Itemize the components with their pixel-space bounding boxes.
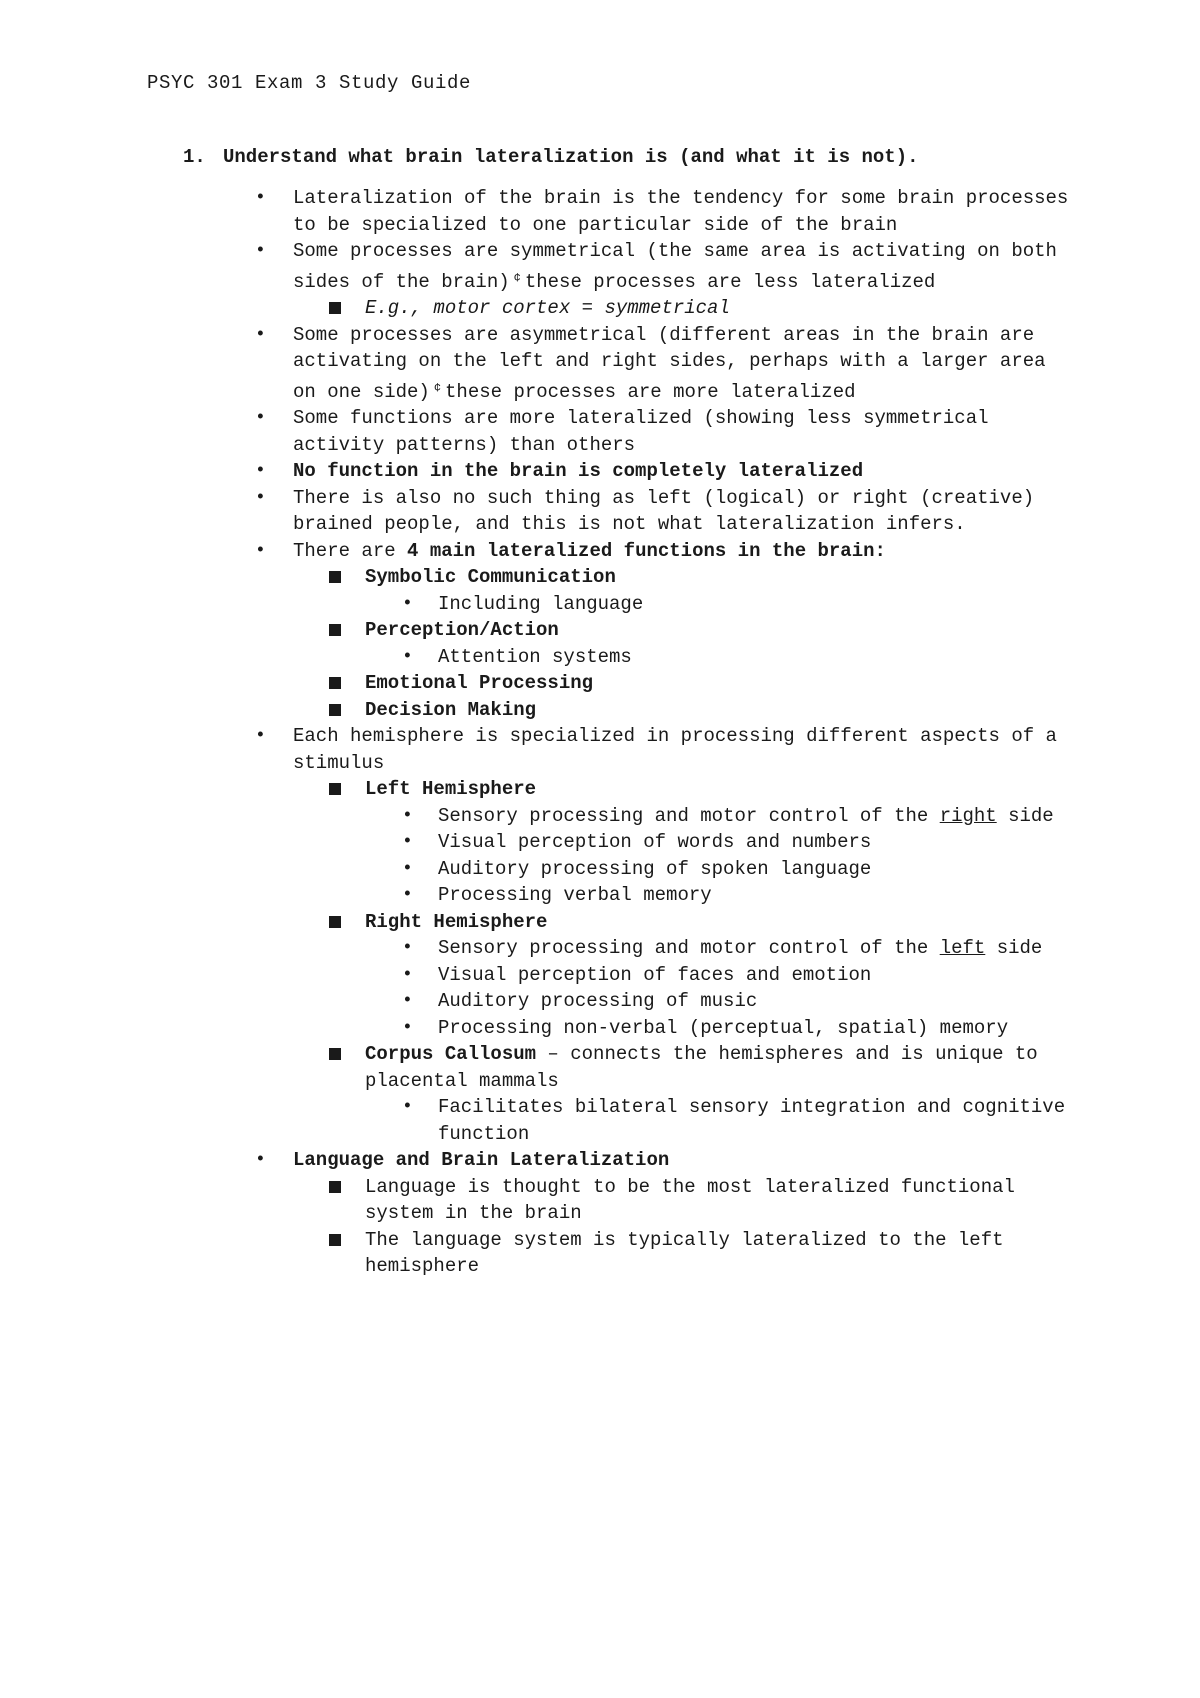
- item-text: Left Hemisphere: [365, 778, 537, 800]
- item-text: Some functions are more lateralized (showing less symmetrical activity patterns) than others: [293, 407, 989, 456]
- list-item: [0, 1094, 1200, 1147]
- square-bullet-icon: [329, 783, 341, 795]
- bullet-icon: •: [255, 408, 266, 428]
- list-item: [0, 591, 1200, 618]
- list-item: [0, 935, 1200, 962]
- item-text: side: [996, 804, 1054, 827]
- item-text: – connects the hemispheres and is unique to placental mammals: [365, 1043, 1038, 1092]
- item-text: Attention systems: [438, 645, 632, 668]
- bullet-icon: •: [255, 324, 266, 345]
- item-text: Perception/Action: [365, 619, 559, 641]
- list-item: [0, 617, 1200, 644]
- bullet-icon: •: [402, 964, 413, 985]
- list-item: [0, 458, 1200, 485]
- list-item: [0, 644, 1200, 671]
- item-text: Auditory processing of spoken language: [438, 857, 872, 880]
- item-text: Each hemisphere is specialized in processing different aspects of a stimulus: [293, 725, 1057, 774]
- square-bullet-icon: [329, 916, 341, 928]
- list-item: [0, 238, 1200, 295]
- item-text: Visual perception of words and numbers: [438, 831, 872, 853]
- item-text: There are: [293, 539, 408, 562]
- arrow-icon: ¢: [513, 270, 521, 285]
- bullet-icon: •: [402, 646, 413, 667]
- list-item: [0, 322, 1200, 406]
- bullet-icon: •: [255, 461, 266, 481]
- square-bullet-icon: [329, 704, 341, 716]
- item-text: Some processes are asymmetrical (different areas in the brain are activating on the left and right sides, perhaps with a larger area on one side): [293, 323, 1046, 403]
- section-number: 1.: [183, 146, 206, 168]
- bullet-icon: •: [402, 885, 413, 905]
- bullet-icon: •: [255, 188, 266, 208]
- list-item: [0, 803, 1200, 830]
- item-text: Including language: [438, 592, 644, 615]
- item-text: left: [939, 937, 986, 959]
- bullet-icon: •: [255, 487, 266, 508]
- list-item: [0, 564, 1200, 591]
- item-text: these processes are more lateralized: [445, 380, 856, 403]
- item-text: Symbolic Communication: [365, 566, 616, 588]
- square-bullet-icon: [329, 571, 341, 583]
- square-bullet-icon: [329, 624, 341, 636]
- item-text: Language is thought to be the most lateralized functional system in the brain: [365, 1175, 1015, 1224]
- list-item: [0, 1174, 1200, 1227]
- item-text: Right Hemisphere: [365, 910, 548, 933]
- square-bullet-icon: [329, 302, 341, 314]
- item-text: Some processes are symmetrical (the same area is activating on both sides of the brain): [293, 240, 1057, 293]
- square-bullet-icon: [329, 1181, 341, 1193]
- list-item: [0, 485, 1200, 538]
- bullet-icon: •: [255, 241, 266, 261]
- list-item: [0, 538, 1200, 565]
- list-item: [0, 1015, 1200, 1042]
- list-item: [0, 185, 1200, 238]
- bullet-icon: •: [402, 858, 413, 879]
- list-item: [0, 723, 1200, 776]
- item-text: 4 main lateralized functions in the brain:: [407, 539, 886, 562]
- list-item: [0, 405, 1200, 458]
- bullet-icon: •: [402, 991, 413, 1011]
- item-text: Language and Brain Lateralization: [293, 1149, 670, 1171]
- item-text: Processing non-verbal (perceptual, spatial) memory: [438, 1016, 1009, 1039]
- bullet-icon: •: [255, 726, 266, 746]
- bullet-icon: •: [402, 1097, 413, 1117]
- item-text: Lateralization of the brain is the tendency for some brain processes to be specialized to one particular side of the brain: [293, 187, 1069, 236]
- item-text: Auditory processing of music: [438, 990, 758, 1012]
- item-text: Sensory processing and motor control of the: [438, 804, 940, 827]
- square-bullet-icon: [329, 677, 341, 689]
- list-item: [0, 1041, 1200, 1094]
- list-item: [0, 295, 1200, 322]
- list-item: [0, 670, 1200, 697]
- item-text: these processes are less lateralized: [524, 270, 936, 293]
- outline-list: [0, 185, 1200, 1280]
- list-item: [0, 1147, 1200, 1174]
- item-text: Processing verbal memory: [438, 884, 712, 906]
- item-text: Corpus Callosum: [365, 1043, 537, 1065]
- list-item: [0, 776, 1200, 803]
- bullet-icon: •: [402, 805, 413, 826]
- list-item: [0, 697, 1200, 724]
- list-item: [0, 1227, 1200, 1280]
- item-text: Visual perception of faces and emotion: [438, 963, 872, 986]
- section-heading: [183, 146, 919, 168]
- list-item: [0, 988, 1200, 1015]
- arrow-icon: ¢: [433, 380, 442, 395]
- list-item: [0, 882, 1200, 909]
- item-text: The language system is typically lateralized to the left hemisphere: [365, 1228, 1004, 1277]
- item-text: right: [939, 804, 997, 827]
- bullet-icon: •: [402, 938, 413, 958]
- item-text: Sensory processing and motor control of the: [438, 937, 940, 959]
- bullet-icon: •: [255, 540, 266, 561]
- square-bullet-icon: [329, 1048, 341, 1060]
- bullet-icon: •: [255, 1150, 266, 1170]
- item-text: No function in the brain is completely lateralized: [293, 460, 864, 482]
- square-bullet-icon: [329, 1234, 341, 1246]
- bullet-icon: •: [402, 1017, 413, 1038]
- bullet-icon: •: [402, 593, 413, 614]
- item-text: Facilitates bilateral sensory integration and cognitive function: [438, 1096, 1066, 1145]
- item-text: There is also no such thing as left (logical) or right (creative) brained people, and this is not what lateralization infers.: [293, 486, 1035, 535]
- list-item: [0, 962, 1200, 989]
- item-text: Emotional Processing: [365, 672, 594, 694]
- list-item: [0, 856, 1200, 883]
- item-text: E.g., motor cortex = symmetrical: [365, 297, 730, 319]
- item-text: Decision Making: [365, 698, 537, 721]
- list-item: [0, 829, 1200, 856]
- list-item: [0, 909, 1200, 936]
- section-heading-text: Understand what brain lateralization is (and what it is not).: [223, 146, 919, 168]
- bullet-icon: •: [402, 832, 413, 852]
- document-header: PSYC 301 Exam 3 Study Guide: [147, 72, 472, 94]
- item-text: side: [985, 937, 1043, 959]
